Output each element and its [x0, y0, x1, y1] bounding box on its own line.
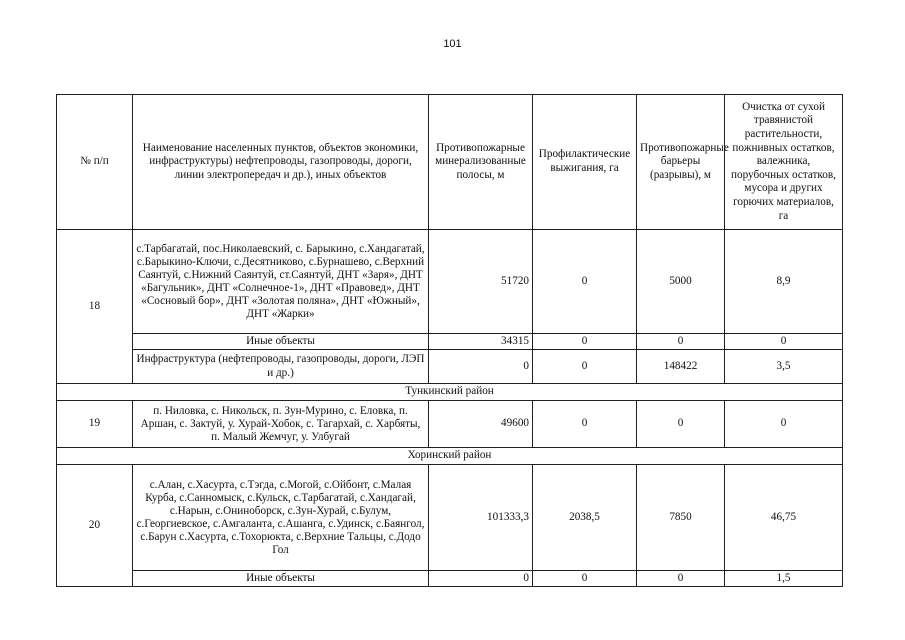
- settlement-list: с.Алан, с.Хасурта, с.Тэгда, с.Могой, с.Ойбонт, с.Малая Курба, с.Санномыск, с.Кульск, с.Тарбагатай, с.Хандагай, с.Нарын, с.Ониноборск, с.Зун-Хурай, с.Булум, с.Георгиевское, с.Амгаланта, с.Ашанга, с.Удинск, с.Баянгол, с.Барун с.Хасурта, с.Тохорюкта, с.Верхние Тальцы, с.Додо Гол: [133, 465, 429, 571]
- table-row: [57, 334, 843, 350]
- table-row: [57, 465, 843, 571]
- cleaning-value: 0: [725, 334, 843, 350]
- burning-value: 0: [533, 334, 637, 350]
- fire-prevention-table: [56, 94, 843, 587]
- section-row: [57, 448, 843, 465]
- barriers-value: 0: [637, 571, 725, 587]
- section-row: [57, 384, 843, 401]
- settlement-list: с.Тарбагатай, пос.Николаевский, с. Барыкино, с.Хандагатай, с.Барыкино-Ключи, с.Десятниково, с.Бурнашево, с.Верхний Саянтуй, с.Нижний Саянтуй, ст.Саянтуй, ДНТ «Заря», ДНТ «Багульник», ДНТ «Солнечное-1», ДНТ «Правовед», ДНТ «Сосновый бор», ДНТ «Золотая поляна», ДНТ «Южный», ДНТ «Жарки»: [133, 230, 429, 334]
- barriers-value: 0: [637, 401, 725, 448]
- table-row: [57, 230, 843, 334]
- row-number: 19: [57, 401, 133, 448]
- table-row: [57, 571, 843, 587]
- header-name: Наименование населенных пунктов, объектов экономики, инфраструктуры) нефтепроводы, газопроводы, дороги, линии электропередач и др.), иных объектов: [133, 95, 429, 230]
- cleaning-value: 46,75: [725, 465, 843, 571]
- mineral-strips-value: 51720: [429, 230, 533, 334]
- row-number: 18: [57, 230, 133, 384]
- header-mineral-strips: Противопожарные минерализованные полосы, м: [429, 95, 533, 230]
- district-title: Хоринский район: [57, 448, 843, 465]
- header-cleaning: Очистка от сухой травянистой растительности, пожнивных остатков, валежника, порубочных остатков, мусора и других горючих материалов, га: [725, 95, 843, 230]
- row-number: 20: [57, 465, 133, 587]
- cleaning-value: 1,5: [725, 571, 843, 587]
- other-objects-label: Иные объекты: [133, 334, 429, 350]
- infrastructure-label: Инфраструктура (нефтепроводы, газопроводы, дороги, ЛЭП и др.): [133, 350, 429, 384]
- barriers-value: 5000: [637, 230, 725, 334]
- burning-value: 2038,5: [533, 465, 637, 571]
- district-title: Тункинский район: [57, 384, 843, 401]
- header-fire-barriers: Противопожарные барьеры (разрывы), м: [637, 95, 725, 230]
- cleaning-value: 8,9: [725, 230, 843, 334]
- settlement-list: п. Ниловка, с. Никольск, п. Зун-Мурино, с. Еловка, п. Аршан, с. Зактуй, у. Хурай-Хобок, с. Тагархай, с. Харбяты, п. Малый Жемчуг, у. Улбугай: [133, 401, 429, 448]
- burning-value: 0: [533, 230, 637, 334]
- cleaning-value: 3,5: [725, 350, 843, 384]
- mineral-strips-value: 34315: [429, 334, 533, 350]
- page-number: 101: [443, 38, 462, 50]
- barriers-value: 7850: [637, 465, 725, 571]
- header-num: № п/п: [57, 95, 133, 230]
- burning-value: 0: [533, 401, 637, 448]
- barriers-value: 0: [637, 334, 725, 350]
- table-row: [57, 401, 843, 448]
- burning-value: 0: [533, 350, 637, 384]
- other-objects-label: Иные объекты: [133, 571, 429, 587]
- cleaning-value: 0: [725, 401, 843, 448]
- header-preventive-burning: Профилактические выжигания, га: [533, 95, 637, 230]
- mineral-strips-value: 49600: [429, 401, 533, 448]
- burning-value: 0: [533, 571, 637, 587]
- barriers-value: 148422: [637, 350, 725, 384]
- mineral-strips-value: 101333,3: [429, 465, 533, 571]
- mineral-strips-value: 0: [429, 350, 533, 384]
- table-row: [57, 350, 843, 384]
- header-row: [57, 95, 843, 230]
- mineral-strips-value: 0: [429, 571, 533, 587]
